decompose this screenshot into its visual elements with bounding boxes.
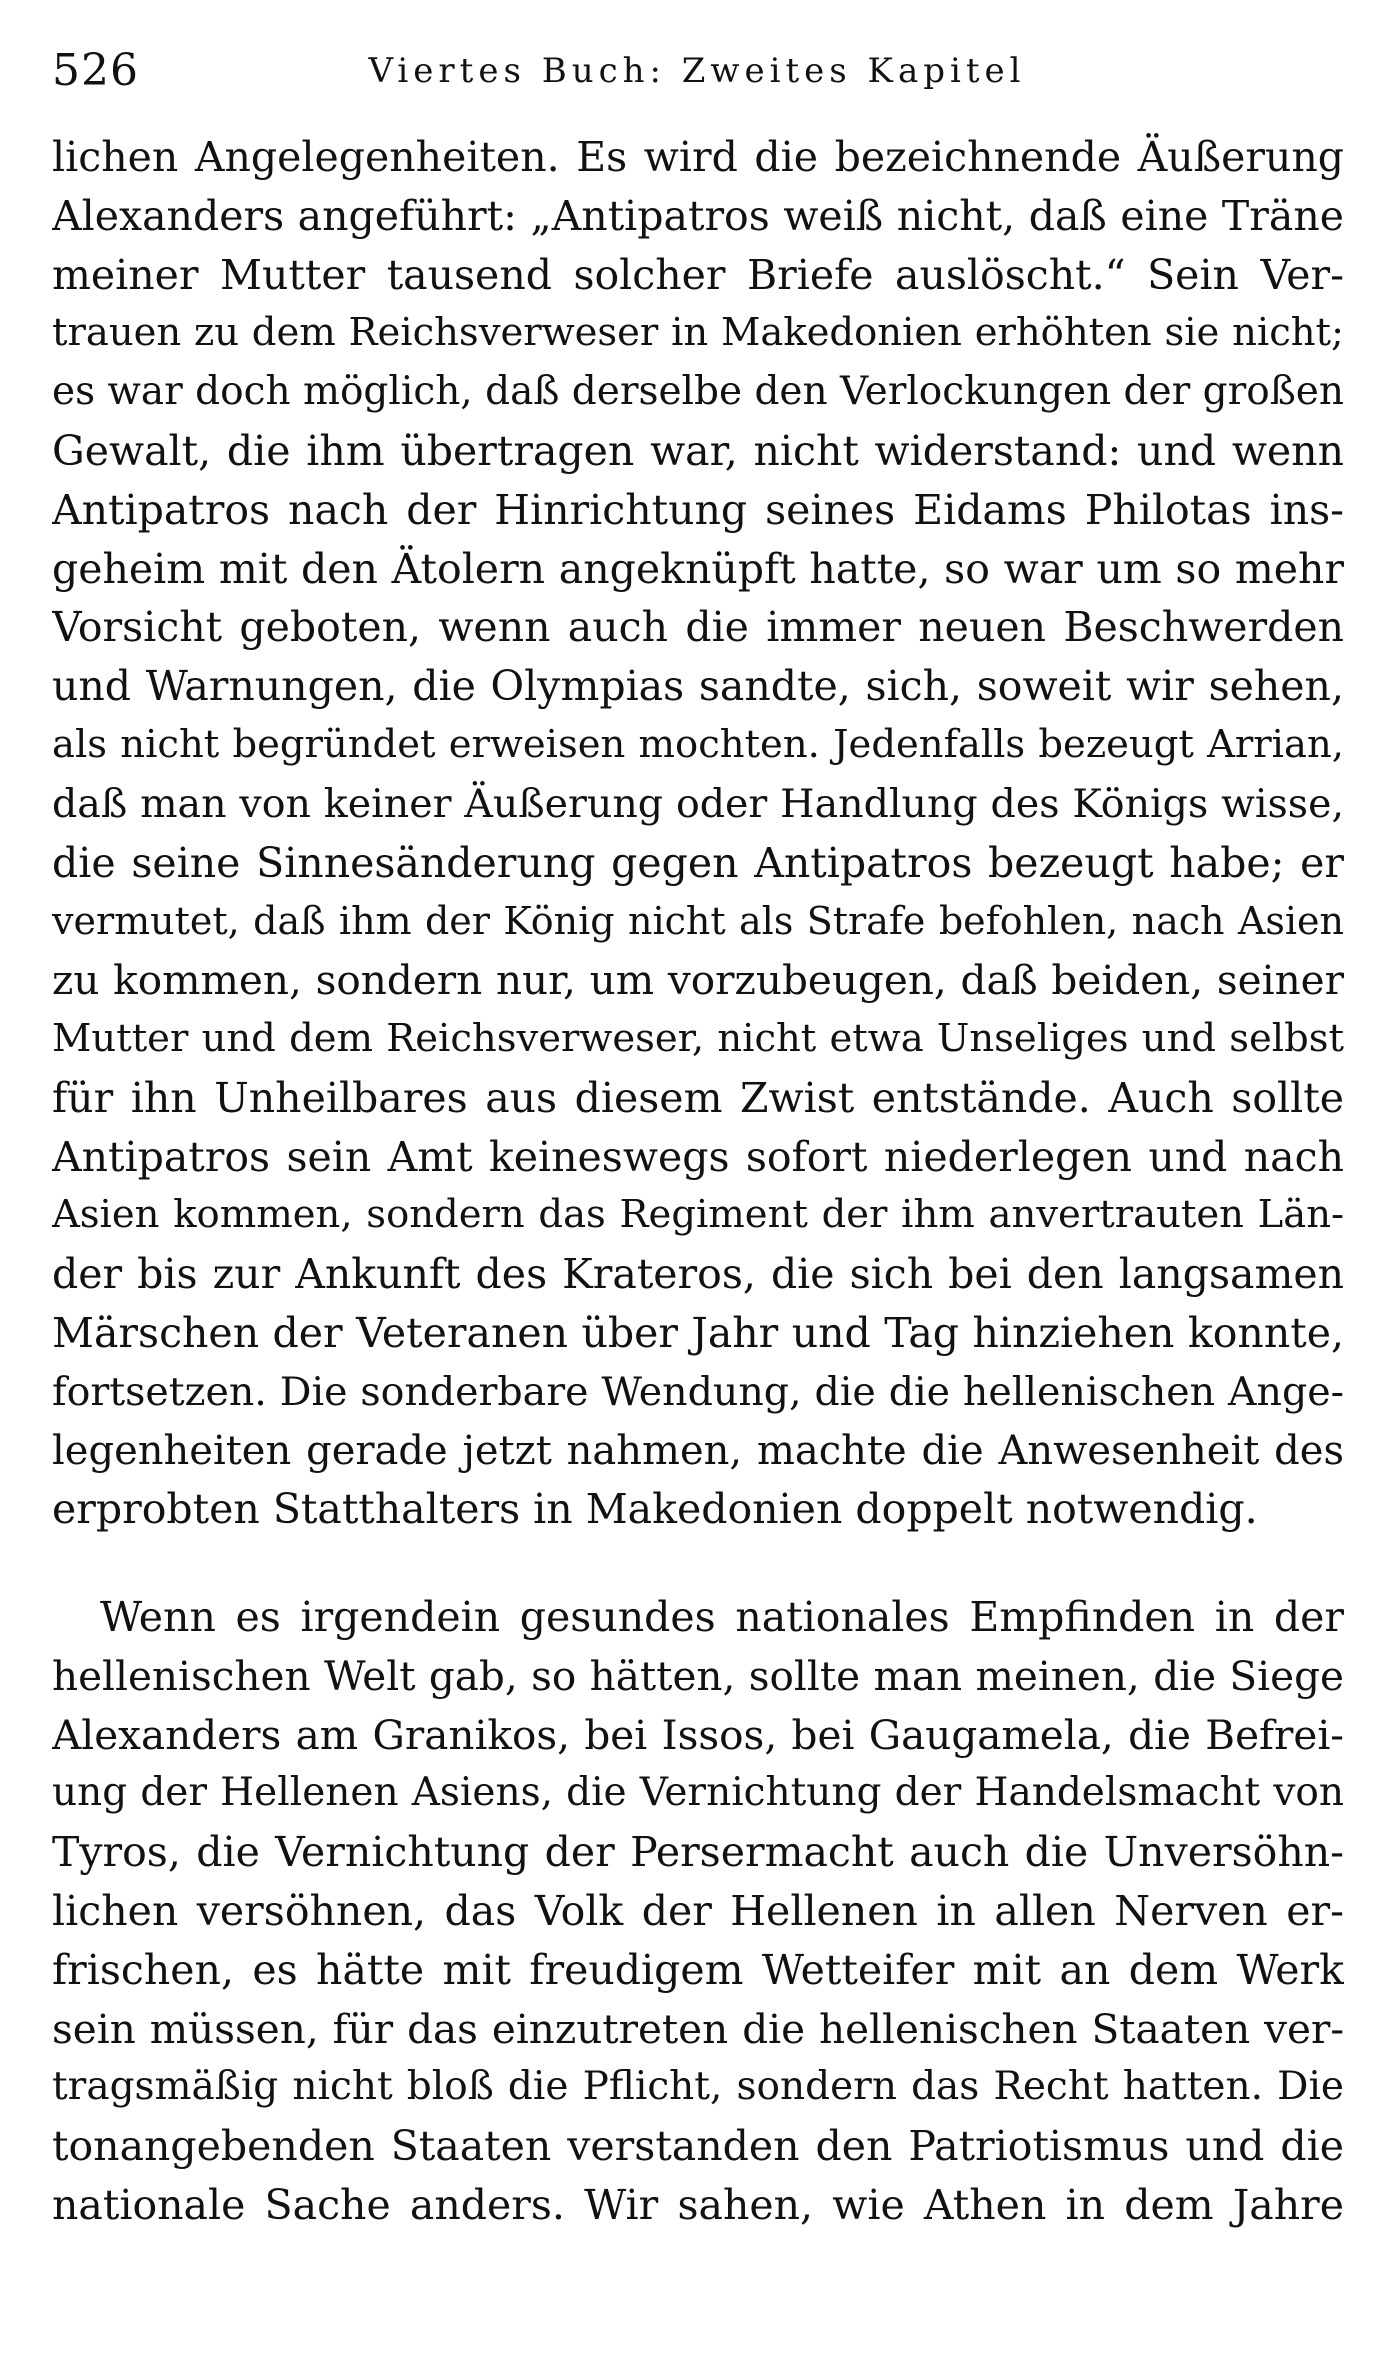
text-line: zu kommen, sondern nur, um vorzubeugen, daß beiden, seiner bbox=[52, 956, 1344, 1005]
text-line: die seine Sinnesänderung gegen Antipatros bezeugt habe; er bbox=[52, 838, 1344, 887]
text-line: Wenn es irgendein gesundes nationales Empfinden in der bbox=[100, 1593, 1344, 1641]
text-line: tragsmäßig nicht bloß die Pflicht, sondern das Recht hatten. Die bbox=[52, 2064, 1344, 2110]
text-line: tonangebenden Staaten verstanden den Patriotismus und die bbox=[52, 2122, 1344, 2171]
text-line: erprobten Statthalters in Makedonien doppelt notwendig. bbox=[52, 1485, 1258, 1534]
text-line: Mutter und dem Reichsverweser, nicht etwa Unseliges und selbst bbox=[52, 1015, 1344, 1061]
text-line: legenheiten gerade jetzt nahmen, machte die Anwesenheit des bbox=[52, 1427, 1344, 1474]
text-line: als nicht begründet erweisen mochten. Jedenfalls bezeugt Arrian, bbox=[52, 721, 1344, 767]
text-line: Antipatros nach der Hinrichtung seines Eidams Philotas ins- bbox=[52, 485, 1344, 534]
text-line: meiner Mutter tausend solcher Briefe auslöscht.“ Sein Ver- bbox=[52, 250, 1344, 299]
page-number: 526 bbox=[52, 45, 139, 96]
text-line: lichen versöhnen, das Volk der Hellenen in allen Nerven er- bbox=[52, 1886, 1344, 1935]
text-line: es war doch möglich, daß derselbe den Verlockungen der großen bbox=[52, 369, 1344, 415]
text-line: Antipatros sein Amt keineswegs sofort niederlegen und nach bbox=[52, 1132, 1344, 1181]
text-line: sein müssen, für das einzutreten die hellenischen Staaten ver- bbox=[52, 2004, 1344, 2053]
text-line: und Warnungen, die Olympias sandte, sich, soweit wir sehen, bbox=[52, 662, 1344, 711]
text-line: der bis zur Ankunft des Krateros, die sich bei den langsamen bbox=[52, 1250, 1344, 1299]
running-title: Viertes Buch: Zweites Kapitel bbox=[368, 51, 1026, 91]
text-line: nationale Sache anders. Wir sahen, wie Athen in dem Jahre bbox=[52, 2180, 1344, 2229]
text-line: lichen Angelegenheiten. Es wird die bezeichnende Äußerung bbox=[52, 133, 1344, 181]
text-line: Gewalt, die ihm übertragen war, nicht widerstand: und wenn bbox=[52, 426, 1344, 475]
paragraph-1 bbox=[52, 128, 1344, 1539]
text-line: ung der Hellenen Asiens, die Vernichtung der Handelsmacht von bbox=[52, 1770, 1344, 1816]
text-line: Asien kommen, sondern das Regiment der ihm anvertrauten Län- bbox=[52, 1192, 1344, 1238]
text-line: daß man von keiner Äußerung oder Handlung des Königs wisse, bbox=[52, 780, 1344, 827]
text-line: Alexanders angeführt: „Antipatros weiß nicht, daß eine Träne bbox=[52, 191, 1344, 240]
text-line: trauen zu dem Reichsverweser in Makedonien erhöhten sie nicht; bbox=[52, 310, 1344, 356]
text-line: Märschen der Veteranen über Jahr und Tag hinziehen konnte, bbox=[52, 1308, 1344, 1357]
text-line: vermutet, daß ihm der König nicht als Strafe befohlen, nach Asien bbox=[52, 899, 1344, 944]
paragraph-2 bbox=[52, 1588, 1344, 2235]
text-line: Tyros, die Vernichtung der Persermacht auch die Unversöhn- bbox=[52, 1828, 1344, 1877]
text-line: fortsetzen. Die sonderbare Wendung, die die hellenischen Ange- bbox=[52, 1368, 1344, 1415]
running-head bbox=[52, 36, 1342, 106]
text-line: hellenischen Welt gab, so hätten, sollte man meinen, die Siege bbox=[52, 1651, 1344, 1700]
text-line: Alexanders am Granikos, bei Issos, bei Gaugamela, die Befrei- bbox=[52, 1710, 1344, 1759]
text-line: Vorsicht geboten, wenn auch die immer neuen Beschwerden bbox=[52, 603, 1344, 652]
text-line: für ihn Unheilbares aus diesem Zwist entstände. Auch sollte bbox=[52, 1073, 1344, 1122]
text-line: frischen, es hätte mit freudigem Wetteifer mit an dem Werk bbox=[52, 1945, 1344, 1994]
text-line: geheim mit den Ätolern angeknüpft hatte, so war um so mehr bbox=[52, 544, 1344, 593]
